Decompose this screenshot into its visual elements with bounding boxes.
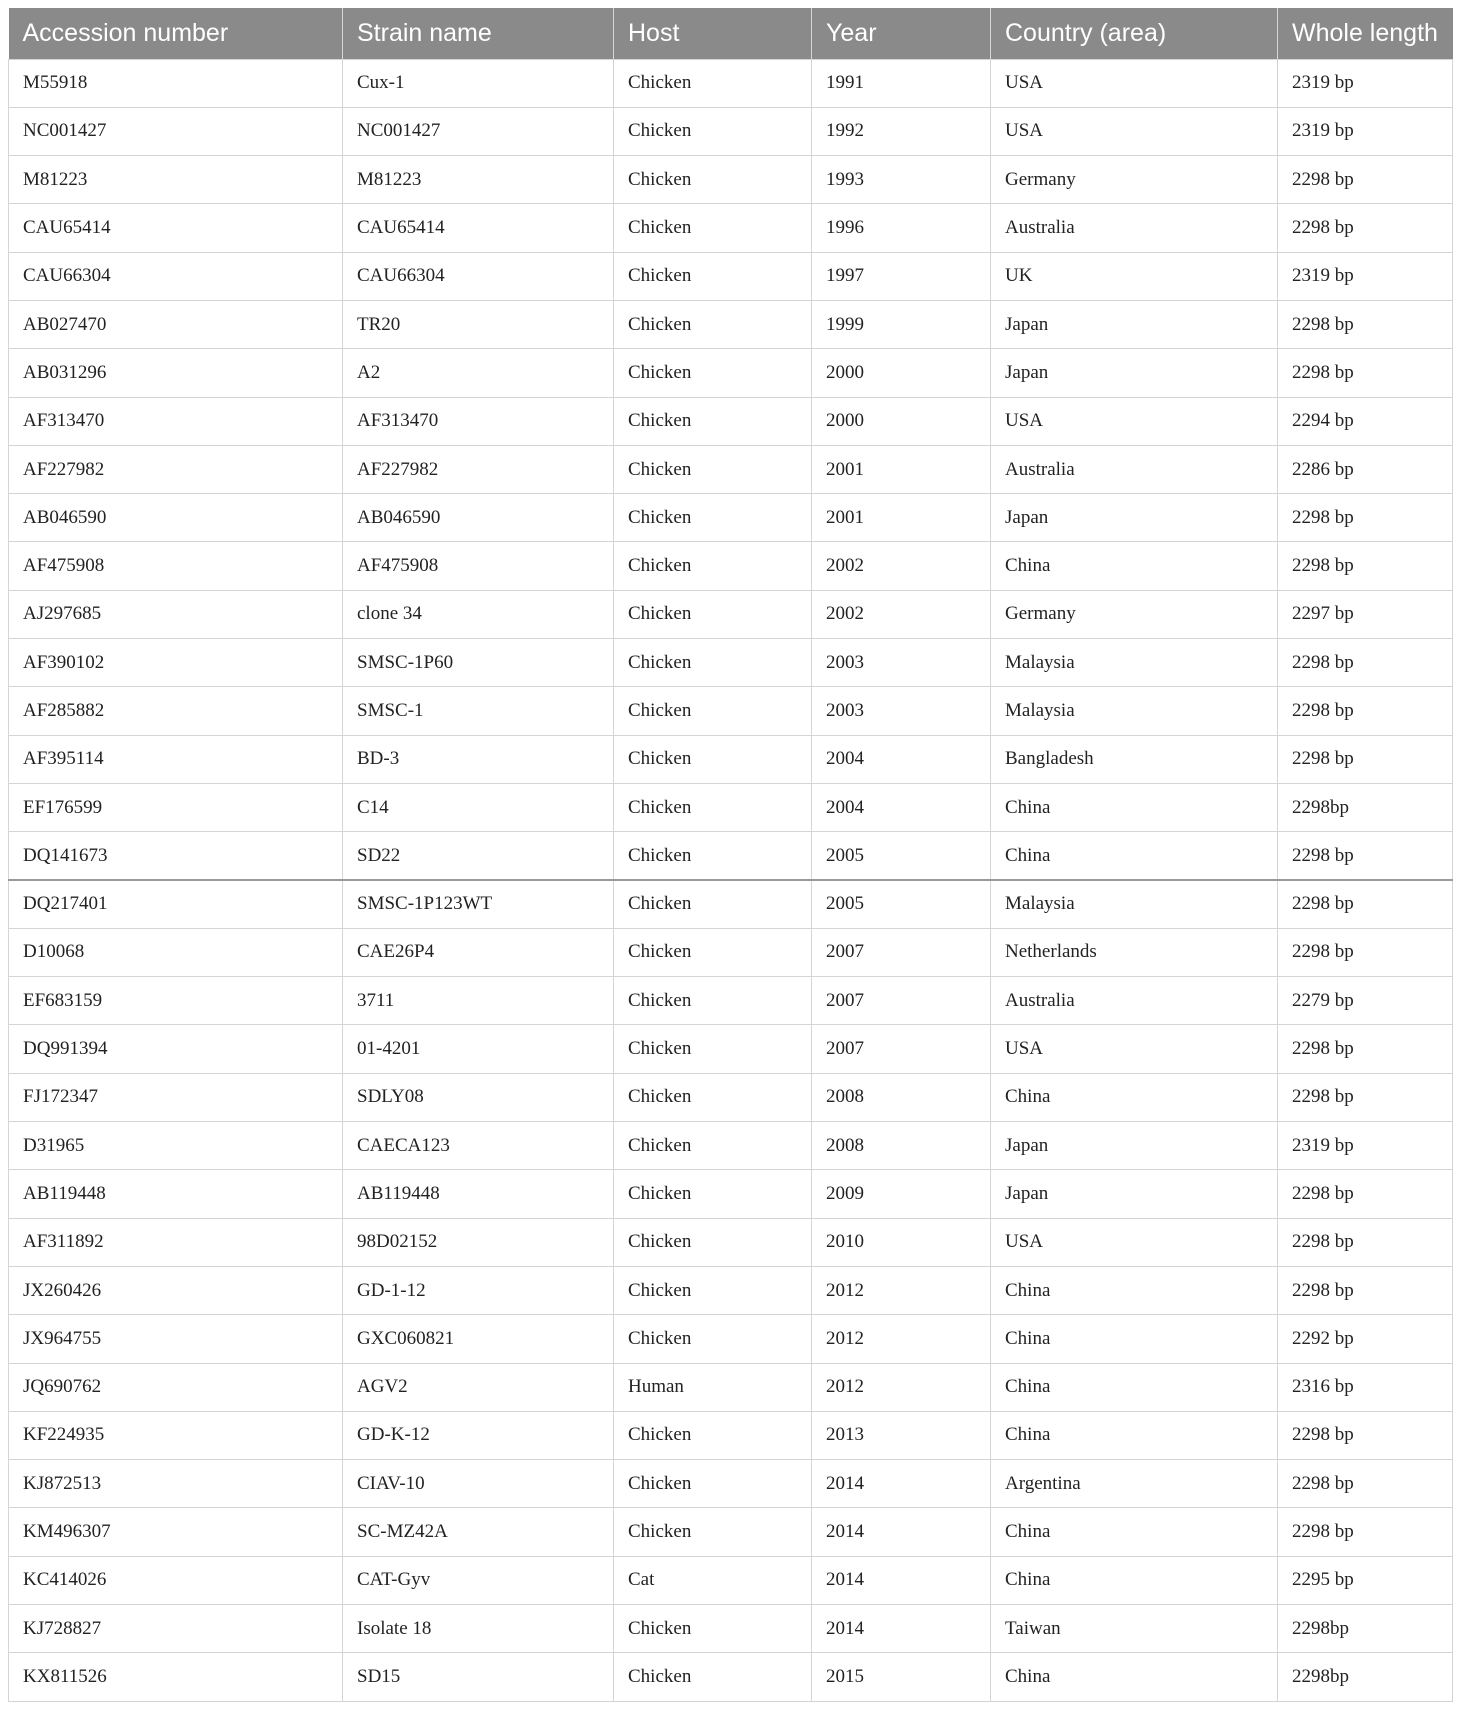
strain-name-cell: NC001427 <box>343 107 614 155</box>
accession-number-cell: DQ217401 <box>9 880 343 928</box>
host-cell: Chicken <box>614 300 812 348</box>
table-body <box>9 59 1453 1701</box>
accession-number-cell: EF176599 <box>9 783 343 831</box>
year-cell: 2010 <box>812 1218 991 1266</box>
year-cell: 2012 <box>812 1315 991 1363</box>
strain-name-cell: SMSC-1P123WT <box>343 880 614 928</box>
country-cell: Netherlands <box>991 928 1278 976</box>
whole-length-cell: 2319 bp <box>1278 252 1453 300</box>
host-cell: Chicken <box>614 1653 812 1701</box>
country-cell: China <box>991 1556 1278 1604</box>
accession-number-cell: AF475908 <box>9 542 343 590</box>
host-cell: Chicken <box>614 349 812 397</box>
strain-name-cell: 98D02152 <box>343 1218 614 1266</box>
whole-length-cell: 2298 bp <box>1278 1266 1453 1314</box>
strain-name-cell: GXC060821 <box>343 1315 614 1363</box>
accession-number-cell: KJ728827 <box>9 1605 343 1653</box>
country-cell: USA <box>991 107 1278 155</box>
table-row <box>9 832 1453 880</box>
whole-length-cell: 2286 bp <box>1278 445 1453 493</box>
country-cell: China <box>991 1266 1278 1314</box>
accession-number-cell: CAU65414 <box>9 204 343 252</box>
country-cell: Germany <box>991 156 1278 204</box>
country-cell: Japan <box>991 494 1278 542</box>
accession-number-cell: AB031296 <box>9 349 343 397</box>
country-cell: USA <box>991 1218 1278 1266</box>
host-cell: Chicken <box>614 59 812 107</box>
table-row <box>9 928 1453 976</box>
country-cell: USA <box>991 1025 1278 1073</box>
country-cell: China <box>991 832 1278 880</box>
accession-number-cell: NC001427 <box>9 107 343 155</box>
table-row <box>9 204 1453 252</box>
year-cell: 2014 <box>812 1508 991 1556</box>
whole-length-cell: 2298bp <box>1278 1605 1453 1653</box>
accession-number-cell: KF224935 <box>9 1411 343 1459</box>
strain-name-cell: AB046590 <box>343 494 614 542</box>
table-row <box>9 1266 1453 1314</box>
accession-number-cell: EF683159 <box>9 977 343 1025</box>
accession-number-cell: AF311892 <box>9 1218 343 1266</box>
year-cell: 2007 <box>812 1025 991 1073</box>
year-cell: 1997 <box>812 252 991 300</box>
table-row <box>9 880 1453 928</box>
whole-length-cell: 2298 bp <box>1278 349 1453 397</box>
year-cell: 2012 <box>812 1266 991 1314</box>
year-cell: 1996 <box>812 204 991 252</box>
table-row <box>9 445 1453 493</box>
country-cell: Germany <box>991 590 1278 638</box>
country-cell: UK <box>991 252 1278 300</box>
table-row <box>9 1315 1453 1363</box>
host-cell: Chicken <box>614 1073 812 1121</box>
country-cell: Japan <box>991 300 1278 348</box>
host-cell: Chicken <box>614 1315 812 1363</box>
year-cell: 2001 <box>812 494 991 542</box>
host-cell: Chicken <box>614 639 812 687</box>
strain-name-cell: GD-1-12 <box>343 1266 614 1314</box>
year-cell: 2014 <box>812 1605 991 1653</box>
table-row <box>9 156 1453 204</box>
header-row <box>9 8 1453 59</box>
strain-name-cell: TR20 <box>343 300 614 348</box>
strain-name-cell: AB119448 <box>343 1170 614 1218</box>
strain-name-cell: CIAV-10 <box>343 1460 614 1508</box>
header-strain-name: Strain name <box>343 8 614 59</box>
host-cell: Cat <box>614 1556 812 1604</box>
host-cell: Chicken <box>614 735 812 783</box>
country-cell: Australia <box>991 204 1278 252</box>
accession-number-cell: KM496307 <box>9 1508 343 1556</box>
whole-length-cell: 2319 bp <box>1278 1122 1453 1170</box>
host-cell: Chicken <box>614 156 812 204</box>
accession-number-cell: DQ991394 <box>9 1025 343 1073</box>
host-cell: Chicken <box>614 928 812 976</box>
year-cell: 2014 <box>812 1460 991 1508</box>
accession-number-cell: AB046590 <box>9 494 343 542</box>
year-cell: 1991 <box>812 59 991 107</box>
whole-length-cell: 2297 bp <box>1278 590 1453 638</box>
host-cell: Chicken <box>614 1508 812 1556</box>
host-cell: Chicken <box>614 204 812 252</box>
whole-length-cell: 2298 bp <box>1278 687 1453 735</box>
strain-name-cell: SD22 <box>343 832 614 880</box>
strain-name-cell: AF313470 <box>343 397 614 445</box>
table-row <box>9 977 1453 1025</box>
year-cell: 2003 <box>812 639 991 687</box>
strain-name-cell: SDLY08 <box>343 1073 614 1121</box>
table-row <box>9 735 1453 783</box>
host-cell: Chicken <box>614 542 812 590</box>
table-row <box>9 1508 1453 1556</box>
whole-length-cell: 2298 bp <box>1278 1460 1453 1508</box>
table-row <box>9 397 1453 445</box>
table-row <box>9 1605 1453 1653</box>
strain-name-cell: CAT-Gyv <box>343 1556 614 1604</box>
host-cell: Chicken <box>614 397 812 445</box>
host-cell: Chicken <box>614 783 812 831</box>
accession-number-cell: D31965 <box>9 1122 343 1170</box>
accession-number-cell: KC414026 <box>9 1556 343 1604</box>
year-cell: 2015 <box>812 1653 991 1701</box>
year-cell: 2002 <box>812 542 991 590</box>
country-cell: Japan <box>991 1170 1278 1218</box>
table-row <box>9 1460 1453 1508</box>
host-cell: Chicken <box>614 832 812 880</box>
country-cell: China <box>991 1508 1278 1556</box>
host-cell: Chicken <box>614 252 812 300</box>
table-row <box>9 1122 1453 1170</box>
accession-number-cell: JQ690762 <box>9 1363 343 1411</box>
host-cell: Chicken <box>614 977 812 1025</box>
host-cell: Chicken <box>614 107 812 155</box>
whole-length-cell: 2316 bp <box>1278 1363 1453 1411</box>
year-cell: 2012 <box>812 1363 991 1411</box>
accession-number-cell: M81223 <box>9 156 343 204</box>
table-row <box>9 1218 1453 1266</box>
table-row <box>9 590 1453 638</box>
table-row <box>9 1073 1453 1121</box>
country-cell: Bangladesh <box>991 735 1278 783</box>
strain-name-cell: clone 34 <box>343 590 614 638</box>
table-row <box>9 1363 1453 1411</box>
country-cell: China <box>991 783 1278 831</box>
table-row <box>9 107 1453 155</box>
country-cell: Australia <box>991 977 1278 1025</box>
whole-length-cell: 2298 bp <box>1278 1025 1453 1073</box>
strain-name-cell: AF475908 <box>343 542 614 590</box>
country-cell: USA <box>991 59 1278 107</box>
whole-length-cell: 2298 bp <box>1278 156 1453 204</box>
table-header <box>9 8 1453 59</box>
country-cell: Taiwan <box>991 1605 1278 1653</box>
table-row <box>9 1170 1453 1218</box>
year-cell: 2008 <box>812 1122 991 1170</box>
year-cell: 2005 <box>812 880 991 928</box>
whole-length-cell: 2298bp <box>1278 783 1453 831</box>
table-row <box>9 687 1453 735</box>
strain-name-cell: M81223 <box>343 156 614 204</box>
host-cell: Chicken <box>614 687 812 735</box>
year-cell: 2000 <box>812 397 991 445</box>
year-cell: 2004 <box>812 783 991 831</box>
whole-length-cell: 2298 bp <box>1278 300 1453 348</box>
year-cell: 1999 <box>812 300 991 348</box>
accession-number-cell: AF227982 <box>9 445 343 493</box>
header-accession-number: Accession number <box>9 8 343 59</box>
whole-length-cell: 2298 bp <box>1278 494 1453 542</box>
whole-length-cell: 2279 bp <box>1278 977 1453 1025</box>
country-cell: Malaysia <box>991 639 1278 687</box>
accession-number-cell: CAU66304 <box>9 252 343 300</box>
whole-length-cell: 2298 bp <box>1278 832 1453 880</box>
whole-length-cell: 2298bp <box>1278 1653 1453 1701</box>
strain-name-cell: SMSC-1 <box>343 687 614 735</box>
year-cell: 2007 <box>812 928 991 976</box>
country-cell: Argentina <box>991 1460 1278 1508</box>
host-cell: Chicken <box>614 445 812 493</box>
host-cell: Chicken <box>614 1460 812 1508</box>
host-cell: Chicken <box>614 590 812 638</box>
year-cell: 2007 <box>812 977 991 1025</box>
table-row <box>9 542 1453 590</box>
accession-number-cell: JX964755 <box>9 1315 343 1363</box>
strain-name-cell: CAU65414 <box>343 204 614 252</box>
whole-length-cell: 2298 bp <box>1278 880 1453 928</box>
country-cell: China <box>991 542 1278 590</box>
table-row <box>9 783 1453 831</box>
host-cell: Chicken <box>614 880 812 928</box>
accession-number-cell: AF390102 <box>9 639 343 687</box>
country-cell: China <box>991 1653 1278 1701</box>
accession-number-cell: AB027470 <box>9 300 343 348</box>
whole-length-cell: 2298 bp <box>1278 1073 1453 1121</box>
table-row <box>9 1556 1453 1604</box>
country-cell: Japan <box>991 1122 1278 1170</box>
table-row <box>9 639 1453 687</box>
strain-name-cell: CAU66304 <box>343 252 614 300</box>
whole-length-cell: 2294 bp <box>1278 397 1453 445</box>
strain-name-cell: 01-4201 <box>343 1025 614 1073</box>
host-cell: Chicken <box>614 1025 812 1073</box>
host-cell: Chicken <box>614 1266 812 1314</box>
strain-name-cell: C14 <box>343 783 614 831</box>
strain-name-cell: GD-K-12 <box>343 1411 614 1459</box>
host-cell: Chicken <box>614 1122 812 1170</box>
year-cell: 2000 <box>812 349 991 397</box>
whole-length-cell: 2298 bp <box>1278 1411 1453 1459</box>
whole-length-cell: 2298 bp <box>1278 1218 1453 1266</box>
whole-length-cell: 2319 bp <box>1278 59 1453 107</box>
whole-length-cell: 2295 bp <box>1278 1556 1453 1604</box>
host-cell: Chicken <box>614 1605 812 1653</box>
table-row <box>9 252 1453 300</box>
accession-number-cell: M55918 <box>9 59 343 107</box>
strain-table-container <box>8 8 1452 1702</box>
country-cell: USA <box>991 397 1278 445</box>
strain-name-cell: CAE26P4 <box>343 928 614 976</box>
whole-length-cell: 2298 bp <box>1278 928 1453 976</box>
strain-table <box>8 8 1453 1702</box>
table-row <box>9 1653 1453 1701</box>
accession-number-cell: AJ297685 <box>9 590 343 638</box>
accession-number-cell: AF395114 <box>9 735 343 783</box>
year-cell: 1993 <box>812 156 991 204</box>
host-cell: Chicken <box>614 1170 812 1218</box>
strain-name-cell: Isolate 18 <box>343 1605 614 1653</box>
year-cell: 2013 <box>812 1411 991 1459</box>
country-cell: Japan <box>991 349 1278 397</box>
header-host: Host <box>614 8 812 59</box>
whole-length-cell: 2298 bp <box>1278 639 1453 687</box>
country-cell: China <box>991 1073 1278 1121</box>
accession-number-cell: AF285882 <box>9 687 343 735</box>
strain-name-cell: CAECA123 <box>343 1122 614 1170</box>
year-cell: 2014 <box>812 1556 991 1604</box>
table-row <box>9 300 1453 348</box>
host-cell: Chicken <box>614 494 812 542</box>
whole-length-cell: 2319 bp <box>1278 107 1453 155</box>
accession-number-cell: KX811526 <box>9 1653 343 1701</box>
header-country-area: Country (area) <box>991 8 1278 59</box>
table-row <box>9 59 1453 107</box>
whole-length-cell: 2298 bp <box>1278 1170 1453 1218</box>
year-cell: 2002 <box>812 590 991 638</box>
strain-name-cell: SMSC-1P60 <box>343 639 614 687</box>
strain-name-cell: SD15 <box>343 1653 614 1701</box>
strain-name-cell: 3711 <box>343 977 614 1025</box>
accession-number-cell: JX260426 <box>9 1266 343 1314</box>
strain-name-cell: SC-MZ42A <box>343 1508 614 1556</box>
table-row <box>9 1025 1453 1073</box>
country-cell: Malaysia <box>991 880 1278 928</box>
accession-number-cell: DQ141673 <box>9 832 343 880</box>
year-cell: 2004 <box>812 735 991 783</box>
strain-name-cell: BD-3 <box>343 735 614 783</box>
header-whole-length: Whole length <box>1278 8 1453 59</box>
accession-number-cell: D10068 <box>9 928 343 976</box>
year-cell: 2009 <box>812 1170 991 1218</box>
country-cell: Australia <box>991 445 1278 493</box>
whole-length-cell: 2298 bp <box>1278 204 1453 252</box>
strain-name-cell: A2 <box>343 349 614 397</box>
year-cell: 1992 <box>812 107 991 155</box>
header-year: Year <box>812 8 991 59</box>
country-cell: China <box>991 1315 1278 1363</box>
year-cell: 2005 <box>812 832 991 880</box>
accession-number-cell: AF313470 <box>9 397 343 445</box>
table-row <box>9 494 1453 542</box>
whole-length-cell: 2292 bp <box>1278 1315 1453 1363</box>
host-cell: Chicken <box>614 1411 812 1459</box>
table-row <box>9 349 1453 397</box>
country-cell: China <box>991 1363 1278 1411</box>
table-row <box>9 1411 1453 1459</box>
accession-number-cell: FJ172347 <box>9 1073 343 1121</box>
whole-length-cell: 2298 bp <box>1278 542 1453 590</box>
country-cell: China <box>991 1411 1278 1459</box>
year-cell: 2008 <box>812 1073 991 1121</box>
host-cell: Chicken <box>614 1218 812 1266</box>
whole-length-cell: 2298 bp <box>1278 1508 1453 1556</box>
host-cell: Human <box>614 1363 812 1411</box>
strain-name-cell: Cux-1 <box>343 59 614 107</box>
year-cell: 2003 <box>812 687 991 735</box>
accession-number-cell: AB119448 <box>9 1170 343 1218</box>
year-cell: 2001 <box>812 445 991 493</box>
accession-number-cell: KJ872513 <box>9 1460 343 1508</box>
whole-length-cell: 2298 bp <box>1278 735 1453 783</box>
strain-name-cell: AF227982 <box>343 445 614 493</box>
country-cell: Malaysia <box>991 687 1278 735</box>
strain-name-cell: AGV2 <box>343 1363 614 1411</box>
